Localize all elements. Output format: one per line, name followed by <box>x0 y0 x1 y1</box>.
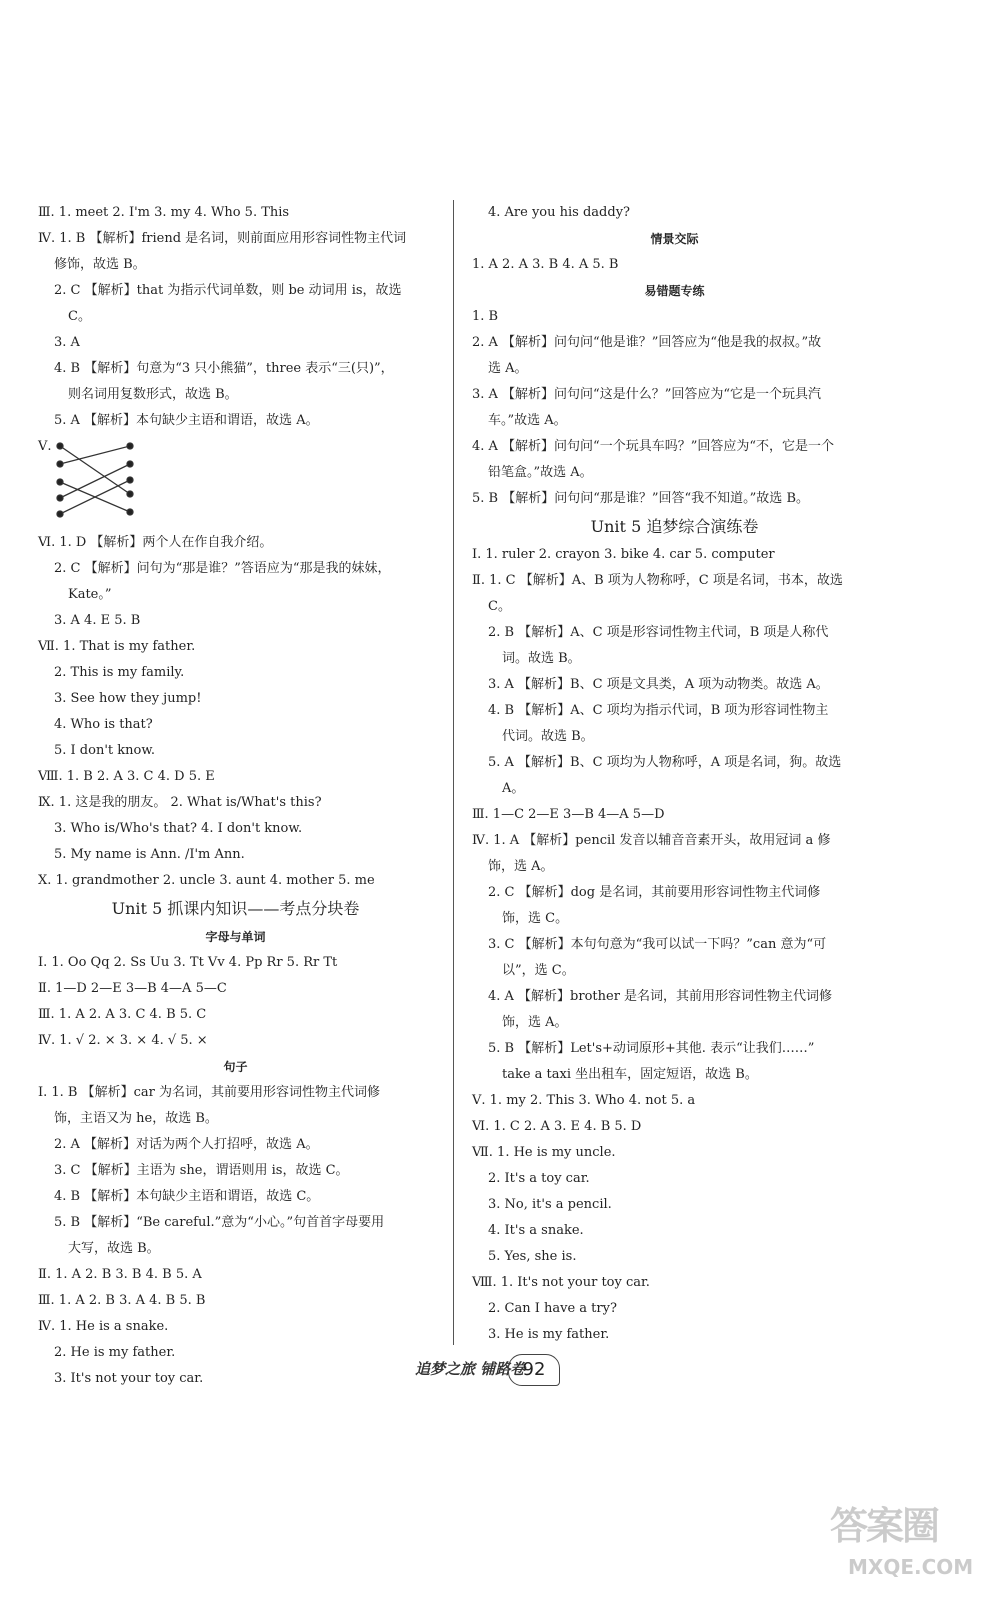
answer-line <box>472 382 877 408</box>
line-text: Ⅳ. 1. √ 2. × 3. × 4. √ 5. × <box>38 1033 208 1048</box>
line-text: 易错题专练 <box>644 284 705 298</box>
answer-line <box>472 1062 877 1088</box>
line-text: 3. C 【解析】本句句意为“我可以试一下吗？”can 意为“可 <box>488 937 827 952</box>
answer-line <box>38 556 433 582</box>
section-heading <box>38 1054 433 1080</box>
line-text: Ⅵ. 1. C 2. A 3. E 4. B 5. D <box>472 1119 642 1134</box>
line-text: Kate。” <box>68 587 112 602</box>
line-text: 以”，选 C。 <box>502 963 575 978</box>
line-text: Unit 5 抓课内知识——考点分块卷 <box>111 899 360 918</box>
answer-line <box>472 434 877 460</box>
line-text: Ⅰ. 1. ruler 2. crayon 3. bike 4. car 5. computer <box>472 547 775 562</box>
line-text: 5. Yes, she is. <box>488 1249 577 1264</box>
answer-line <box>472 646 877 672</box>
line-text: Ⅳ. 1. B 【解析】friend 是名词，则前面应用形容词性物主代词 <box>38 231 407 246</box>
line-text: 5. B 【解析】问句问“那是谁？”回答“我不知道。”故选 B。 <box>472 491 809 506</box>
answer-line <box>472 1218 877 1244</box>
section-heading <box>472 278 877 304</box>
line-text: Ⅳ. 1. A 【解析】pencil 发音以辅音音素开头，故用冠词 a 修 <box>472 833 831 848</box>
line-text: 修饰，故选 B。 <box>54 257 146 272</box>
answer-line <box>472 460 877 486</box>
answer-line <box>472 1270 877 1296</box>
matching-diagram <box>38 434 433 530</box>
line-text: 代词。故选 B。 <box>502 729 594 744</box>
answer-line <box>472 724 877 750</box>
line-text: 2. C 【解析】问句为“那是谁？”答语应为“那是我的妹妹， <box>54 561 391 576</box>
line-text: 3. See how they jump! <box>54 691 202 706</box>
line-text: Ⅴ. <box>38 439 52 454</box>
line-text: 饰，选 A。 <box>488 859 554 874</box>
column-divider <box>453 200 454 1345</box>
answer-line <box>472 958 877 984</box>
line-text: 2. He is my father. <box>54 1345 176 1360</box>
answer-line <box>472 906 877 932</box>
line-text: 5. My name is Ann. /I'm Ann. <box>54 847 245 862</box>
line-text: 3. A 【解析】问句问“这是什么？”回答应为“它是一个玩具汽 <box>472 387 821 402</box>
line-text: 3. No, it's a pencil. <box>488 1197 612 1212</box>
watermark-url: MXQE.COM <box>848 1555 974 1579</box>
answer-line <box>472 200 877 226</box>
answer-line <box>472 1192 877 1218</box>
answer-line <box>38 1028 433 1054</box>
line-text: Ⅲ. 1—C 2—E 3—B 4—A 5—D <box>472 807 665 822</box>
answer-line <box>38 634 433 660</box>
line-text: 1. A 2. A 3. B 4. A 5. B <box>472 257 619 272</box>
answer-line <box>472 984 877 1010</box>
answer-line <box>38 842 433 868</box>
line-text: 3. Who is/Who's that? 4. I don't know. <box>54 821 303 836</box>
line-text: 5. A 【解析】本句缺少主语和谓语，故选 A。 <box>54 413 319 428</box>
line-text: 选 A。 <box>488 361 528 376</box>
answer-line <box>472 356 877 382</box>
line-text: Ⅵ. 1. D 【解析】两个人在作自我介绍。 <box>38 535 273 550</box>
answer-line <box>38 976 433 1002</box>
answer-line <box>38 868 433 894</box>
answer-line <box>472 1140 877 1166</box>
answer-line <box>38 1288 433 1314</box>
answer-line <box>472 776 877 802</box>
answer-line <box>472 1036 877 1062</box>
answer-line <box>472 1010 877 1036</box>
line-text: 3. He is my father. <box>488 1327 610 1342</box>
answer-line <box>472 828 877 854</box>
line-text: 4. It's a snake. <box>488 1223 584 1238</box>
answer-line <box>472 1244 877 1270</box>
line-text: Ⅶ. 1. He is my uncle. <box>472 1145 616 1160</box>
line-text: 4. A 【解析】问句问“一个玩具车吗？”回答应为“不，它是一个 <box>472 439 834 454</box>
line-text: 饰，选 C。 <box>502 911 569 926</box>
line-text: C。 <box>68 309 91 324</box>
answer-line <box>472 304 877 330</box>
answer-line <box>472 802 877 828</box>
answer-line <box>38 582 433 608</box>
answer-line <box>472 486 877 512</box>
line-text: 2. B 【解析】A、C 项是形容词性物主代词，B 项是人称代 <box>488 625 829 640</box>
line-text: Ⅲ. 1. A 2. A 3. C 4. B 5. C <box>38 1007 207 1022</box>
answer-line <box>38 252 433 278</box>
line-text: 4. B 【解析】本句缺少主语和谓语，故选 C。 <box>54 1189 320 1204</box>
answer-line <box>472 620 877 646</box>
answer-line <box>38 1132 433 1158</box>
section-heading <box>38 924 433 950</box>
unit-title <box>38 894 433 924</box>
answer-line <box>38 1210 433 1236</box>
line-text: Ⅰ. 1. Oo Qq 2. Ss Uu 3. Tt Vv 4. Pp Rr 5. Rr Tt <box>38 955 338 970</box>
line-text: 4. A 【解析】brother 是名词，其前用形容词性物主代词修 <box>488 989 833 1004</box>
line-text: Ⅸ. 1. 这是我的朋友。 2. What is/What's this? <box>38 795 322 810</box>
brand-logo: 追梦之旅 铺路卷 <box>415 1360 526 1378</box>
line-text: 句子 <box>223 1060 248 1074</box>
answer-line <box>472 1296 877 1322</box>
line-text: 4. Are you his daddy? <box>488 205 631 220</box>
line-text: Ⅶ. 1. That is my father. <box>38 639 196 654</box>
answer-line <box>472 594 877 620</box>
answer-line <box>38 408 433 434</box>
answer-line <box>472 880 877 906</box>
answer-line <box>38 1002 433 1028</box>
answer-line <box>38 1236 433 1262</box>
line-text: Ⅰ. 1. B 【解析】car 为名词，其前要用形容词性物主代词修 <box>38 1085 380 1100</box>
page-number: 92 <box>508 1354 560 1386</box>
line-text: Ⅷ. 1. It's not your toy car. <box>472 1275 650 1290</box>
line-text: 5. A 【解析】B、C 项均为人物称呼，A 项是名词，狗。故选 <box>488 755 842 770</box>
answer-line <box>38 356 433 382</box>
answer-line <box>38 712 433 738</box>
answer-line <box>38 1314 433 1340</box>
line-text: 3. C 【解析】主语为 she，谓语则用 is，故选 C。 <box>54 1163 349 1178</box>
right-column <box>472 200 877 1348</box>
line-text: Ⅱ. 1. A 2. B 3. B 4. B 5. A <box>38 1267 202 1282</box>
answer-line <box>38 1080 433 1106</box>
line-text: 2. C 【解析】that 为指示代词单数，则 be 动词用 is，故选 <box>54 283 402 298</box>
page-footer <box>0 1350 1000 1400</box>
answer-line <box>38 686 433 712</box>
answer-line <box>472 568 877 594</box>
line-text: 4. B 【解析】句意为“3 只小熊猫”，three 表示“三(只)”， <box>54 361 394 376</box>
line-text: 饰，主语又为 he，故选 B。 <box>54 1111 218 1126</box>
answer-line <box>472 750 877 776</box>
unit-title <box>472 512 877 542</box>
line-text: 情景交际 <box>650 232 699 246</box>
answer-line <box>472 1166 877 1192</box>
left-column <box>38 200 433 1392</box>
line-text: 2. A 【解析】问句问“他是谁？”回答应为“他是我的叔叔。”故 <box>472 335 822 350</box>
line-text: 1. B <box>472 309 499 324</box>
line-text: Ⅳ. 1. He is a snake. <box>38 1319 169 1334</box>
line-text: Ⅴ. 1. my 2. This 3. Who 4. not 5. a <box>472 1093 696 1108</box>
answer-line <box>38 1106 433 1132</box>
line-text: 2. Can I have a try? <box>488 1301 617 1316</box>
answer-line <box>38 738 433 764</box>
line-text: 3. It's not your toy car. <box>54 1371 204 1386</box>
answer-line <box>472 1088 877 1114</box>
answer-line <box>472 1114 877 1140</box>
line-text: 5. I don't know. <box>54 743 156 758</box>
answer-line <box>38 1158 433 1184</box>
answer-line <box>472 252 877 278</box>
line-text: Ⅹ. 1. grandmother 2. uncle 3. aunt 4. mother 5. me <box>38 873 375 888</box>
answer-line <box>472 698 877 724</box>
section-heading <box>472 226 877 252</box>
answer-line <box>38 382 433 408</box>
line-text: 3. A 4. E 5. B <box>54 613 141 628</box>
answer-line <box>38 950 433 976</box>
line-text: 饰，选 A。 <box>502 1015 568 1030</box>
line-text: Ⅱ. 1—D 2—E 3—B 4—A 5—C <box>38 981 227 996</box>
answer-line <box>472 854 877 880</box>
answer-line <box>472 542 877 568</box>
line-text: Ⅲ. 1. meet 2. I'm 3. my 4. Who 5. This <box>38 205 290 220</box>
line-text: C。 <box>488 599 511 614</box>
answer-line <box>472 1322 877 1348</box>
line-text: 2. A 【解析】对话为两个人打招呼，故选 A。 <box>54 1137 319 1152</box>
answer-line <box>472 672 877 698</box>
line-text: Ⅲ. 1. A 2. B 3. A 4. B 5. B <box>38 1293 206 1308</box>
answer-line <box>38 660 433 686</box>
answer-line <box>38 764 433 790</box>
watermark-logo: 答案圈 <box>830 1504 939 1548</box>
line-text: 则名词用复数形式，故选 B。 <box>68 387 238 402</box>
line-text: Ⅱ. 1. C 【解析】A、B 项为人物称呼，C 项是名词，书本，故选 <box>472 573 843 588</box>
answer-line <box>38 608 433 634</box>
line-text: Ⅷ. 1. B 2. A 3. C 4. D 5. E <box>38 769 215 784</box>
line-text: A。 <box>502 781 525 796</box>
answer-line <box>38 530 433 556</box>
answer-line <box>38 226 433 252</box>
answer-line <box>38 816 433 842</box>
line-text: 3. A <box>54 335 80 350</box>
line-text: 2. This is my family. <box>54 665 185 680</box>
answer-line <box>472 330 877 356</box>
line-text: Unit 5 追梦综合演练卷 <box>590 517 759 536</box>
line-text: 4. B 【解析】A、C 项均为指示代词，B 项为形容词性物主 <box>488 703 829 718</box>
answer-line <box>38 304 433 330</box>
line-text: 2. It's a toy car. <box>488 1171 590 1186</box>
line-text: 大写，故选 B。 <box>68 1241 160 1256</box>
line-text: 5. B 【解析】Let's+动词原形+其他. 表示“让我们……” <box>488 1041 815 1056</box>
answer-line <box>38 330 433 356</box>
line-text: 5. B 【解析】“Be careful.”意为“小心。”句首首字母要用 <box>54 1215 385 1230</box>
line-text: 车。”故选 A。 <box>488 413 567 428</box>
answer-line <box>472 408 877 434</box>
answer-line <box>38 1262 433 1288</box>
answer-line <box>38 278 433 304</box>
line-text: 词。故选 B。 <box>502 651 581 666</box>
line-text: 铅笔盒。”故选 A。 <box>488 465 593 480</box>
line-text: 3. A 【解析】B、C 项是文具类，A 项为动物类。故选 A。 <box>488 677 829 692</box>
line-text: take a taxi 坐出租车，固定短语，故选 B。 <box>502 1067 758 1082</box>
matching-lines <box>52 436 162 528</box>
watermark <box>820 1495 980 1595</box>
answer-line <box>38 200 433 226</box>
answer-line <box>38 790 433 816</box>
answer-line <box>472 932 877 958</box>
line-text: 4. Who is that? <box>54 717 153 732</box>
line-text: 2. C 【解析】dog 是名词，其前要用形容词性物主代词修 <box>488 885 821 900</box>
answer-line <box>38 1184 433 1210</box>
line-text: 字母与单词 <box>205 930 266 944</box>
